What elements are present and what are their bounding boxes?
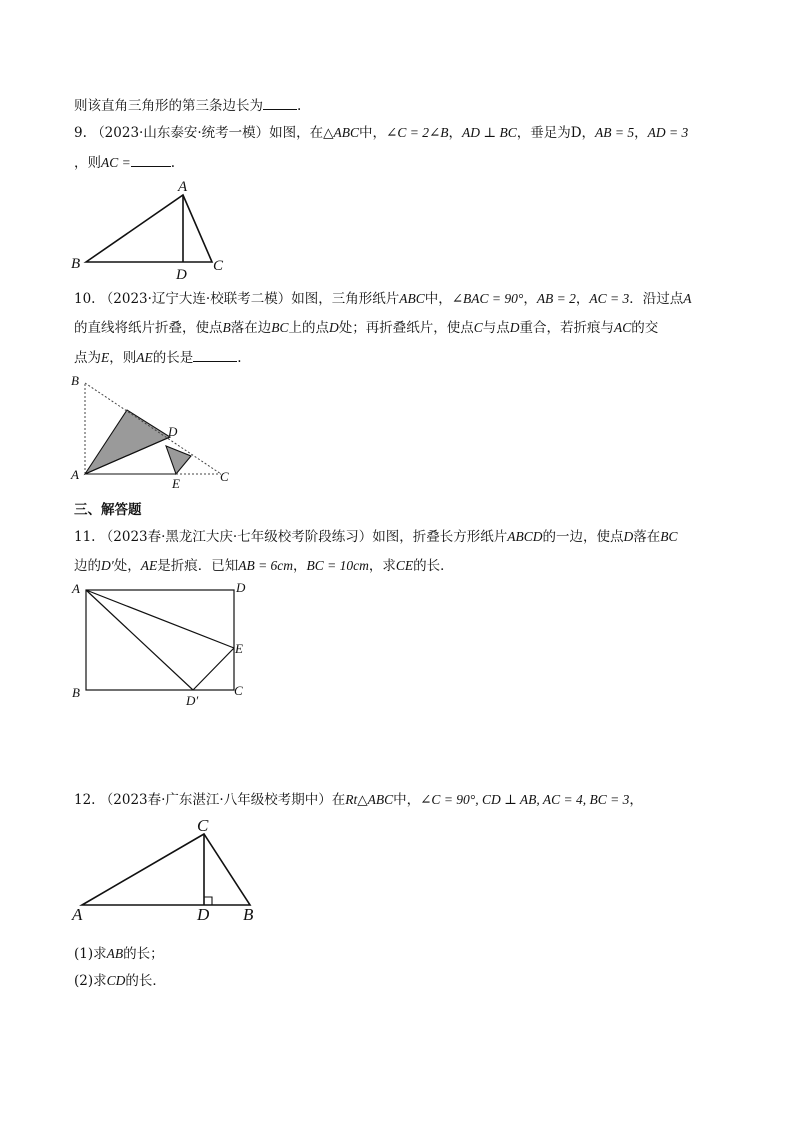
q12-right-angle-mark: [204, 897, 212, 905]
q10-line3b: ，则: [109, 350, 137, 366]
q12-sub2-suffix: 的长．: [125, 973, 166, 989]
q12-label-c: C: [197, 816, 209, 835]
q11-label-d-prime: D′: [186, 693, 199, 708]
q9-stem-line1: 9. （2023·山东泰安·统考一模）如图，在△ABC中，∠C = 2∠B，AD ⊥ BC，垂足为D，AB = 5，AD = 3: [74, 125, 689, 141]
q9-triangle: △ABC: [323, 125, 360, 140]
q9-text2: 中，: [359, 125, 387, 141]
q9-cond-perp: AD ⊥ BC: [462, 125, 517, 140]
q10-stem-line1: 10. （2023·辽宁大连·校联考二模）如图，三角形纸片ABC中，∠BAC = 90°，AB = 2，AC = 3．沿过点A: [74, 291, 692, 307]
q10-text3: ．沿过点: [629, 291, 684, 307]
q11-segment-d-prime-e: [193, 648, 234, 690]
q11-text2: 的一边，使点: [542, 529, 624, 545]
q10-point-d2: D: [509, 320, 520, 335]
q10-source: （2023·辽宁大连·校联考二模）: [99, 291, 292, 307]
q11-line2b: 处，: [113, 558, 141, 574]
q11-rectangle: [86, 590, 234, 690]
q11-rectangle-name: ABCD: [507, 529, 543, 544]
q10-triangle: ABC: [399, 291, 425, 306]
q11-source: （2023春·黑龙江大庆·七年级校考阶段练习）: [99, 529, 373, 545]
q12-sub2-prefix: (2)求: [74, 973, 107, 989]
q12-figure: [82, 834, 250, 905]
q9-cond-angle: ∠C = 2∠B: [386, 125, 449, 140]
q11-label-e: E: [235, 641, 243, 656]
q10-point-e: E: [101, 350, 110, 365]
q10-label-a: A: [71, 467, 79, 482]
q11-line2e: 的长．: [413, 558, 454, 574]
q10-folded-triangle-cde: [166, 446, 191, 474]
q12-sub1-seg: AB: [106, 946, 124, 961]
q9-end: .: [170, 155, 176, 171]
q9-label-d: D: [176, 267, 187, 283]
q11-figure: [86, 590, 234, 690]
q9-triangle-shape: [86, 195, 212, 262]
q9-cond-ab: AB = 5: [595, 125, 635, 140]
q12-sub1: [74, 945, 164, 963]
q11-point-d: D: [623, 529, 634, 544]
q10-line2c: 上的点: [288, 320, 330, 336]
q12-conditions: ∠C = 90°, CD ⊥ AB, AC = 4, BC = 3: [420, 792, 630, 807]
q10-seg-ac: AC: [614, 320, 632, 335]
q10-line2f: 重合，若折痕与: [519, 320, 615, 336]
q10-line3a: 点为: [74, 350, 101, 366]
q10-line2a: 的直线将纸片折叠，使点: [74, 320, 223, 336]
q10-line2e: 与点: [482, 320, 510, 336]
q10-answer-blank[interactable]: [193, 348, 237, 362]
q11-line2a: 边的: [74, 558, 101, 574]
q11-stem-line2: 边的D′处，AE是折痕．已知AB = 6cm，BC = 10cm，求CE的长．: [74, 558, 454, 574]
q8-tail-text: 则该直角三角形的第三条边长为: [74, 98, 263, 114]
q9-figure: [86, 195, 212, 262]
q12-label-a: A: [72, 905, 83, 924]
q9-cond-ad: AD = 3: [647, 125, 689, 140]
q11-line2c: 是折痕．已知: [157, 558, 239, 574]
q11-label-c: C: [234, 683, 243, 698]
q9-number: 9.: [74, 125, 87, 141]
q12-stem-line1: [74, 791, 643, 809]
q11-d-prime: D′: [101, 558, 114, 573]
q11-line2d: ，求: [368, 558, 396, 574]
q10-point-c: C: [473, 320, 483, 335]
q10-label-c: C: [220, 469, 229, 484]
q12-sub1-prefix: (1)求: [74, 946, 107, 962]
q12-source: （2023春·广东湛江·八年级校考期中）: [99, 792, 332, 808]
q12-triangle: Rt△ABC: [345, 792, 394, 807]
q12-text2: 中，: [393, 792, 421, 808]
q10-figure: [85, 383, 221, 474]
q12-label-b: B: [243, 905, 254, 924]
q12-label-d: D: [197, 905, 210, 924]
q10-label-b: B: [71, 373, 79, 388]
q12-text1: 在: [331, 792, 346, 808]
q11-ask: CE: [395, 558, 414, 573]
q11-fold-line-ae: [86, 590, 234, 648]
q9-label-c: C: [213, 258, 224, 274]
q10-label-e: E: [172, 476, 180, 491]
q11-labels: [71, 580, 246, 708]
q11-fold-name: AE: [140, 558, 158, 573]
q10-cond-angle: ∠BAC = 90°: [451, 291, 524, 306]
q11-text1: 如图，折叠长方形纸片: [372, 529, 508, 545]
q12-sub2: [74, 972, 166, 990]
q11-cond-bc: BC = 10cm: [306, 558, 369, 573]
q11-label-b: B: [72, 685, 80, 700]
q10-cond-ab: AB = 2: [536, 291, 576, 306]
q12-triangle-shape: [82, 834, 250, 905]
q10-stem-line2: [74, 319, 658, 337]
q11-label-d: D: [236, 580, 246, 595]
q8-end: .: [297, 98, 302, 114]
q10-end: .: [237, 350, 242, 366]
section-title: 三、解答题: [74, 502, 142, 518]
q11-number: 11.: [74, 529, 96, 545]
q9-source: （2023·山东泰安·统考一模）: [91, 125, 270, 141]
q10-label-d: D: [168, 424, 178, 439]
q10-point-a: A: [683, 291, 692, 306]
q11-label-a: A: [72, 581, 80, 596]
q9-labels: [71, 179, 224, 283]
q11-cond-ab: AB = 6cm: [238, 558, 294, 573]
q10-stem-line3: [74, 348, 242, 367]
q9-ask: AC =: [101, 155, 131, 170]
q12-sub2-seg: CD: [106, 973, 126, 988]
q9-text3: ，垂足为D，: [516, 125, 596, 141]
q9-label-a: A: [178, 179, 188, 195]
q10-text1: 如图，三角形纸片: [291, 291, 400, 307]
q10-line3c: 的长是: [152, 350, 194, 366]
q10-number: 10.: [74, 291, 96, 307]
q12-sub1-suffix: 的长；: [123, 946, 164, 962]
q9-prefix: ，则: [74, 155, 101, 171]
q11-seg-bc: BC: [660, 529, 678, 544]
q10-cond-ac: AC = 3: [589, 291, 630, 306]
q10-line2g: 的交: [631, 320, 659, 336]
q11-text3: 落在: [633, 529, 661, 545]
q11-segment-ad-prime: [86, 590, 193, 690]
q12-number: 12.: [74, 792, 96, 808]
q9-text1: 如图，在: [269, 125, 324, 141]
q11-stem-line1: [74, 528, 678, 546]
q12-end: ，: [629, 792, 643, 808]
q10-point-b: B: [222, 320, 231, 335]
q10-point-d: D: [329, 320, 339, 335]
q9-label-b: B: [71, 256, 81, 272]
q10-line2b: 落在边: [230, 320, 272, 336]
q10-line2d: 处；再折叠纸片，使点: [338, 320, 474, 336]
q10-text2: 中，: [424, 291, 452, 307]
q10-seg-bc: BC: [271, 320, 289, 335]
q10-ask: AE: [136, 350, 153, 365]
